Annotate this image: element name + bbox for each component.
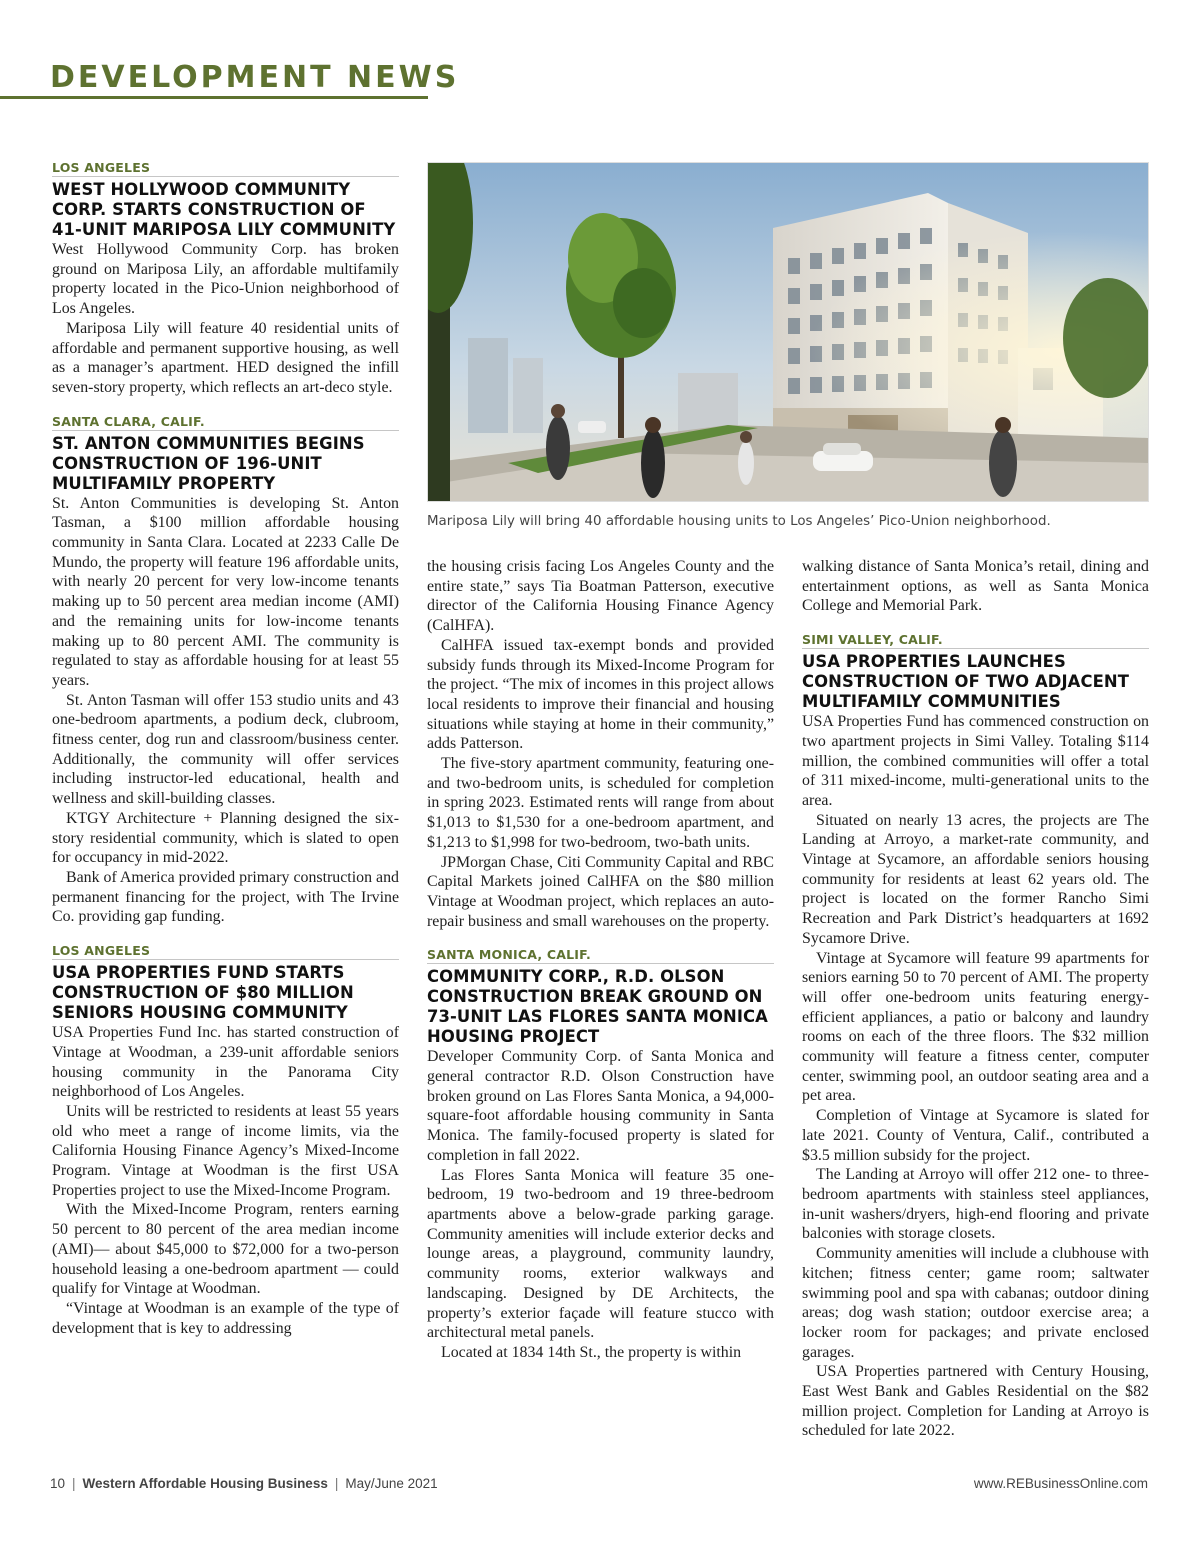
article-paragraph: KTGY Architecture + Planning designed the six-story residential community, which is slated to open for occupancy in mid-2022. [52,809,399,867]
article-headline: COMMUNITY CORP., R.D. OLSON CONSTRUCTION BREAK GROUND ON 73-UNIT LAS FLORES SANTA MONICA HOUSING PROJECT [427,967,768,1047]
issue-date: May/June 2021 [345,1476,438,1491]
article-paragraph: USA Properties Fund has commenced construction on two apartment projects in Simi Valley. Totaling $114 million, the combined communities will offer a total of 311 mixed-income, multi-generational units to the area. [802,713,1149,809]
mariposa-lily-rendering [427,162,1149,502]
article-paragraph: the housing crisis facing Los Angeles County and the entire state,” says Tia Boatman Patterson, executive director of the California Housing Finance Agency (CalHFA). [427,558,774,635]
article-location: SANTA MONICA, CALIF. [427,947,774,964]
article-paragraph: Community amenities will include a clubhouse with kitchen; fitness center; game room; saltwater swimming pool and spa with cabanas; outdoor dining areas; dog wash station; outdoor exercise area; a locker room for packages; and private enclosed garages. [802,1245,1149,1361]
page-footer [50,1476,438,1491]
article-paragraph: Developer Community Corp. of Santa Monica and general contractor R.D. Olson Construction have broken ground on Las Flores Santa Monica, a 94,000-square-foot affordable housing community in Santa Monica. The family-focused property is slated for completion in fall 2022. [427,1048,774,1164]
article-las-flores-continued [802,557,1149,616]
article-paragraph: Las Flores Santa Monica will feature 35 one-bedroom, 19 two-bedroom and 19 three-bedroom apartments above a below-grade parking garage. Community amenities will include exterior decks and lounge areas, a playground, community laundry, community rooms, exterior walkways and landscaping. Designed by DE Architects, the property’s exterior façade will feature stucco with architectural metal panels. [427,1166,774,1342]
footer-separator: | [334,1476,339,1491]
article-paragraph: St. Anton Tasman will offer 153 studio units and 43 one-bedroom apartments, a podium deck, clubroom, fitness center, dog run and classroom/business center. Additionally, the community will offer services including instructor-led educational, health and wellness and skill-building classes. [52,691,399,808]
column-1 [52,160,399,1354]
article-vintage-woodman [52,943,399,1338]
article-paragraph: Completion of Vintage at Sycamore is slated for late 2021. County of Ventura, Calif., contributed a $3.5 million subsidy for the project. [802,1107,1149,1164]
article-vintage-woodman-continued [427,557,774,931]
article-paragraph: St. Anton Communities is developing St. Anton Tasman, a $100 million affordable housing community in Santa Clara. Located at 2233 Calle De Mundo, the property will feature 196 affordable units, with nearly 20 percent for very low-income tenants making up to 50 percent area median income (AMI) and the remaining units for low-income tenants making up to 80 percent AMI. The community is regulated to stay as affordable housing for at least 55 years. [52,494,399,689]
article-st-anton [52,414,399,927]
footer-separator: | [72,1476,76,1491]
article-paragraph: Mariposa Lily will feature 40 residential units of affordable and permanent supportive housing, as well as a manager’s apartment. HED designed the infill seven-story property, which reflects an art-deco style. [52,319,399,396]
article-paragraph: The five-story apartment community, featuring one- and two-bedroom units, is scheduled for completion in spring 2023. Estimated rents will range from about $1,013 to $1,530 for a one-bedroom apartment, and $1,213 to $1,998 for two-bedroom, two-bath units. [427,755,774,851]
article-location: LOS ANGELES [52,160,399,177]
article-mariposa-lily [52,160,399,398]
article-paragraph: JPMorgan Chase, Citi Community Capital and RBC Capital Markets joined CalHFA on the $80 million Vintage at Woodman project, which replaces an auto-repair business and small warehouses on the property. [427,853,774,930]
article-paragraph: With the Mixed-Income Program, renters earning 50 percent to 80 percent of the area median income (AMI)— about $45,000 to $72,000 for a two-person household leasing a one-bedroom apartment — could qualify for Vintage at Woodman. [52,1201,399,1298]
article-paragraph: Situated on nearly 13 acres, the projects are The Landing at Arroyo, a market-rate community, and Vintage at Sycamore, an affordable seniors housing community for residents at least 62 years old. The project is located on the former Rancho Simi Recreation and Park District’s headquarters at 1692 Sycamore Drive. [802,811,1149,947]
article-location: SANTA CLARA, CALIF. [52,414,399,431]
article-paragraph: Bank of America provided primary construction and permanent financing for the project, with The Irvine Co. providing gap funding. [52,868,399,926]
article-las-flores [427,947,774,1362]
article-paragraph: USA Properties Fund Inc. has started construction of Vintage at Woodman, a 239-unit affordable seniors housing community in the Panorama City neighborhood of Los Angeles. [52,1024,399,1101]
article-paragraph: Vintage at Sycamore will feature 99 apartments for seniors earning 50 to 70 percent of AMI. The property will offer one-bedroom units featuring energy-efficient appliances, a patio or balcony and laundry rooms on each of the three floors. The $32 million community will feature a fitness center, computer center, swimming pool, an outdoor seating area and a pet area. [802,949,1149,1105]
article-headline: ST. ANTON COMMUNITIES BEGINS CONSTRUCTION OF 196-UNIT MULTIFAMILY PROPERTY [52,433,365,493]
rendering-illustration [428,163,1149,502]
title-underline [0,96,428,99]
article-paragraph: The Landing at Arroyo will offer 212 one- to three-bedroom apartments with stainless steel appliances, in-unit washers/dryers, high-end flooring and private balconies with storage closets. [802,1166,1149,1243]
article-location: LOS ANGELES [52,943,399,960]
article-paragraph: CalHFA issued tax-exempt bonds and provided subsidy funds through its Mixed-Income Program for the project. “The mix of incomes in this project allows local residents to improve their financial and housing situations while staying at home in their community,” adds Patterson. [427,636,774,753]
section-title: DEVELOPMENT NEWS [50,60,460,95]
article-paragraph: Units will be restricted to residents at least 55 years old who meet a range of income limits, via the California Housing Finance Agency’s Mixed-Income Program. Vintage at Woodman is the first USA Properties project to use the Mixed-Income Program. [52,1102,399,1199]
article-paragraph: West Hollywood Community Corp. has broken ground on Mariposa Lily, an affordable multifamily property located in the Pico-Union neighborhood of Los Angeles. [52,241,399,318]
article-paragraph: Located at 1834 14th St., the property is within [441,1343,742,1361]
article-headline: WEST HOLLYWOOD COMMUNITY CORP. STARTS CONSTRUCTION OF 41-UNIT MARIPOSA LILY COMMUNITY [52,180,396,239]
article-headline: USA PROPERTIES FUND STARTS CONSTRUCTION OF $80 MILLION SENIORS HOUSING COMMUNITY [52,963,354,1023]
column-3 [802,557,1149,1457]
website-link[interactable]: www.REBusinessOnline.com [973,1476,1148,1491]
page-number: 10 [50,1476,66,1491]
article-paragraph: USA Properties partnered with Century Housing, East West Bank and Gables Residential on the $82 million project. Completion for Landing at Arroyo is scheduled for late 2022. [802,1363,1149,1440]
article-simi-valley [802,632,1149,1441]
article-paragraph: “Vintage at Woodman is an example of the type of development that is key to addressing [52,1299,399,1337]
article-paragraph: walking distance of Santa Monica’s retail, dining and entertainment options, as well as Santa Monica College and Memorial Park. [802,558,1149,615]
photo-caption: Mariposa Lily will bring 40 affordable housing units to Los Angeles’ Pico-Union neighborhood. [427,514,1051,529]
publication-name: Western Affordable Housing Business [82,1476,328,1491]
article-headline: USA PROPERTIES LAUNCHES CONSTRUCTION OF TWO ADJACENT MULTIFAMILY COMMUNITIES [802,652,1129,712]
article-location: SIMI VALLEY, CALIF. [802,632,1149,649]
column-2 [427,557,774,1379]
